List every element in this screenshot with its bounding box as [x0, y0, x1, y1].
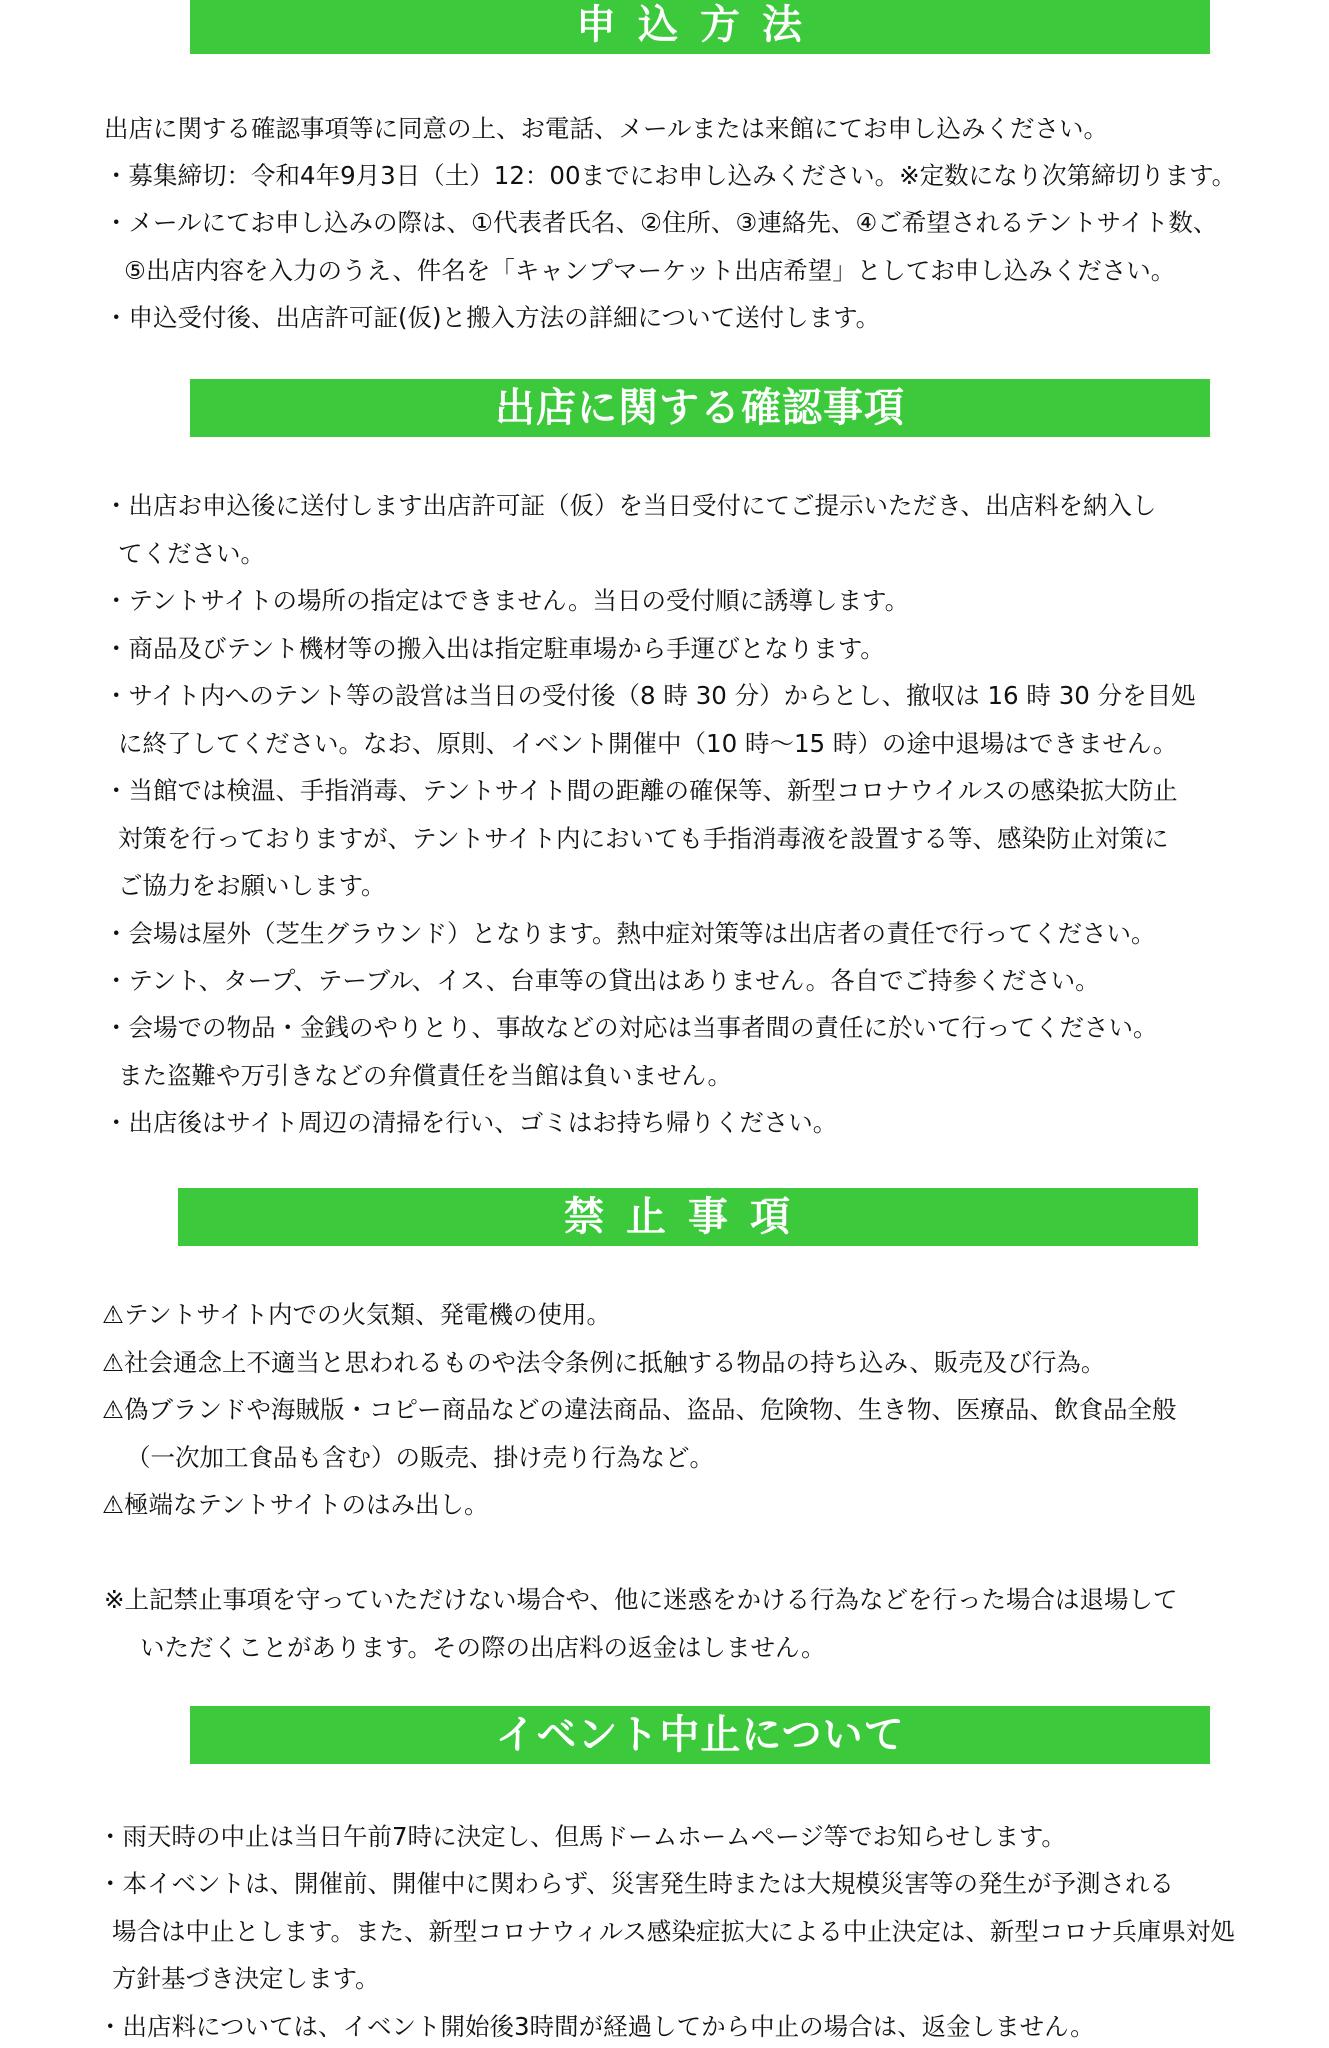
cancellation-line-5: ・出店料については、イベント開始後3時間が経過してから中止の場合は、返金しません。 [98, 2012, 1095, 2041]
application-line-2: ・募集締切：令和4年9月3日（土）12：00までにお申し込みください。※定数になり次第締切ります。 [104, 161, 1237, 190]
prohibited-line-3: ⚠偽ブランドや海賊版・コピー商品などの違法商品、盗品、危険物、生き物、医療品、飲食品全般 [102, 1395, 1177, 1424]
confirmation-line-4: ・商品及びテント機材等の搬入出は指定駐車場から手運びとなります。 [104, 634, 885, 663]
heading-confirmation: 出店に関する確認事項 [190, 379, 1210, 437]
application-line-4: ⑤出店内容を入力のうえ、件名を「キャンプマーケット出店希望」としてお申し込みください。 [124, 256, 1176, 285]
cancellation-line-4: 方針基づき決定します。 [112, 1964, 380, 1993]
application-line-1: 出店に関する確認事項等に同意の上、お電話、メールまたは来館にてお申し込みください。 [104, 114, 1109, 143]
confirmation-line-2: てください。 [118, 539, 265, 568]
confirmation-line-6: に終了してください。なお、原則、イベント開催中（10 時～15 時）の途中退場はできません。 [118, 729, 1178, 758]
cancellation-line-1: ・雨天時の中止は当日午前7時に決定し、但馬ドームホームページ等でお知らせします。 [98, 1822, 1066, 1851]
application-line-3: ・メールにてお申し込みの際は、①代表者氏名、②住所、③連絡先、④ご希望されるテントサイト数、 [104, 208, 1218, 237]
prohibited-line-2: ⚠社会通念上不適当と思われるものや法令条例に抵触する物品の持ち込み、販売及び行為。 [102, 1348, 1106, 1377]
heading-application: 申込方法 [190, 0, 1210, 54]
confirmation-line-5: ・サイト内へのテント等の設営は当日の受付後（8 時 30 分）からとし、撤収は 16 時 30 分を目処 [104, 681, 1196, 710]
confirmation-line-9: ご協力をお願いします。 [118, 871, 386, 900]
confirmation-line-11: ・テント、タープ、テーブル、イス、台車等の貸出はありません。各自でご持参ください。 [104, 966, 1100, 995]
confirmation-line-8: 対策を行っておりますが、テントサイト内においても手指消毒液を設置する等、感染防止対策に [118, 824, 1169, 853]
confirmation-line-14: ・出店後はサイト周辺の清掃を行い、ゴミはお持ち帰りください。 [104, 1108, 838, 1137]
confirmation-line-3: ・テントサイトの場所の指定はできません。当日の受付順に誘導します。 [104, 586, 910, 615]
heading-prohibited: 禁止事項 [178, 1188, 1198, 1246]
prohibited-line-1: ⚠テントサイト内での火気類、発電機の使用。 [102, 1300, 612, 1329]
prohibited-note-line-1: ※上記禁止事項を守っていただけない場合や、他に迷惑をかける行為などを行った場合は退場して [104, 1585, 1178, 1614]
confirmation-line-10: ・会場は屋外（芝生グラウンド）となります。熱中症対策等は出店者の責任で行ってください。 [104, 919, 1156, 948]
prohibited-line-4: （一次加工食品も含む）の販売、掛け売り行為など。 [126, 1443, 714, 1472]
prohibited-line-5: ⚠極端なテントサイトのはみ出し。 [102, 1490, 489, 1519]
confirmation-line-7: ・当館では検温、手指消毒、テントサイト間の距離の確保等、新型コロナウイルスの感染拡大防止 [104, 776, 1178, 805]
confirmation-line-12: ・会場での物品・金銭のやりとり、事故などの対応は当事者間の責任に於いて行ってください。 [104, 1013, 1158, 1042]
cancellation-line-2: ・本イベントは、開催前、開催中に関わらず、災害発生時または大規模災害等の発生が予測される [98, 1869, 1175, 1898]
confirmation-line-13: また盗難や万引きなどの弁償責任を当館は負いません。 [118, 1061, 732, 1090]
cancellation-line-3: 場合は中止とします。また、新型コロナウィルス感染症拡大による中止決定は、新型コロナ兵庫県対処 [112, 1917, 1235, 1946]
application-line-5: ・申込受付後、出店許可証(仮)と搬入方法の詳細について送付します。 [104, 303, 881, 332]
heading-cancellation: イベント中止について [190, 1706, 1210, 1764]
prohibited-note-line-2: いただくことがあります。その際の出店料の返金はしません。 [140, 1633, 826, 1662]
confirmation-line-1: ・出店お申込後に送付します出店許可証（仮）を当日受付にてご提示いただき、出店料を納入し [104, 491, 1157, 520]
